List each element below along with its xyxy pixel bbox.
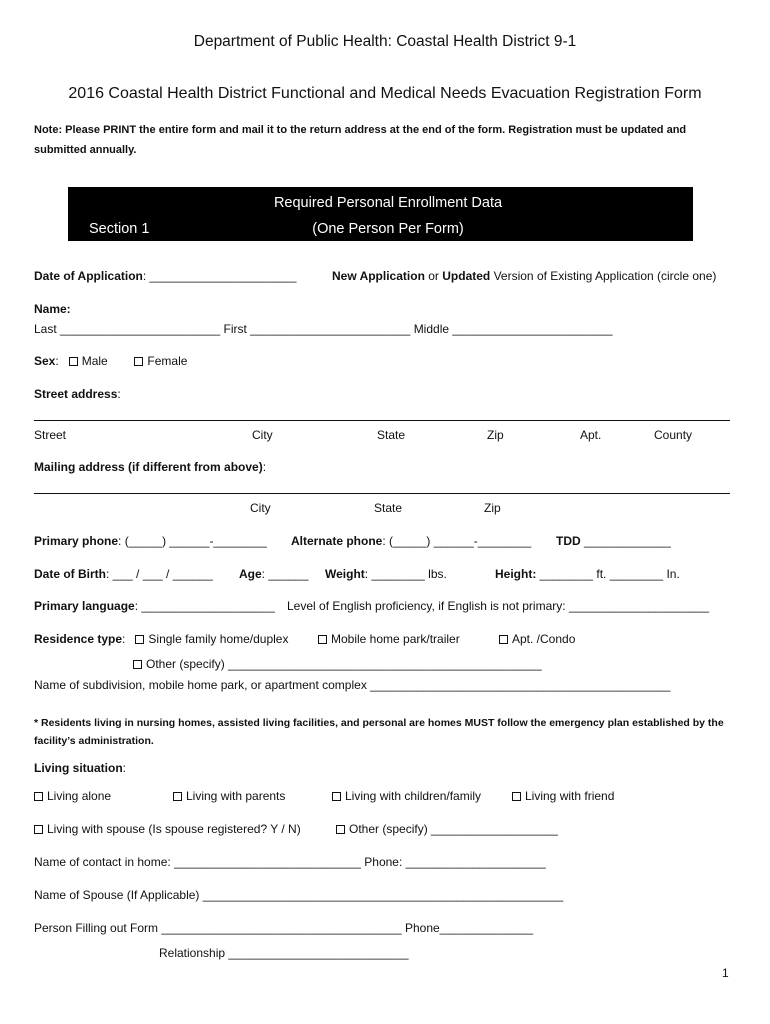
residence-other-option <box>133 657 542 671</box>
female-checkbox[interactable] <box>134 357 143 366</box>
living-other-label[interactable]: Other (specify) ___________________ <box>349 822 558 836</box>
date-of-application-label: Date of Application <box>34 269 143 283</box>
tdd-row <box>556 534 671 548</box>
age-label: Age <box>239 567 262 581</box>
living-situation-label: Living situation <box>34 761 123 775</box>
primary-phone-field[interactable]: : (_____) ______-________ <box>118 534 267 548</box>
living-other-checkbox[interactable] <box>336 825 345 834</box>
mailing-state-caption: State <box>374 501 403 515</box>
contact-in-home-field[interactable]: Name of contact in home: ____________________________ Phone: _____________________ <box>34 855 546 869</box>
spouse-name-field[interactable]: Name of Spouse (If Applicable) ______________________________________________________ <box>34 888 564 902</box>
living-spouse-label: Living with spouse (Is spouse registered? Y / N) <box>47 822 301 836</box>
tdd-label: TDD <box>556 534 581 548</box>
living-other-option <box>336 822 558 836</box>
street-address-label: Street address <box>34 387 118 401</box>
living-friend-label: Living with friend <box>525 789 615 803</box>
living-parents-checkbox[interactable] <box>173 792 182 801</box>
dob-field[interactable]: : ___ / ___ / ______ <box>106 567 213 581</box>
subdivision-field[interactable]: Name of subdivision, mobile home park, or apartment complex _____________________________________________ <box>34 678 671 692</box>
residence-other-label[interactable]: Other (specify) _______________________________________________ <box>146 657 542 671</box>
mobile-home-checkbox[interactable] <box>318 635 327 644</box>
female-label: Female <box>147 354 188 368</box>
height-label: Height: <box>495 567 537 581</box>
apt-condo-checkbox[interactable] <box>499 635 508 644</box>
male-label: Male <box>81 354 108 368</box>
mailing-address-label: Mailing address (if different from above) <box>34 460 263 474</box>
living-alone-checkbox[interactable] <box>34 792 43 801</box>
mailing-city-caption: City <box>250 501 271 515</box>
primary-language-field[interactable]: : ____________________ <box>134 599 275 613</box>
apt-condo-label: Apt. /Condo <box>512 632 576 646</box>
updated-option[interactable]: Updated <box>442 269 491 283</box>
single-family-checkbox[interactable] <box>135 635 144 644</box>
weight-row <box>325 567 447 581</box>
living-spouse-option <box>34 822 301 836</box>
living-children-option <box>332 789 481 803</box>
form-note: Note: Please PRINT the entire form and mail it to the return address at the end of the form. Registration must be updated and submitted annually. <box>34 124 687 156</box>
alternate-phone-row <box>291 534 531 548</box>
living-situation-heading: Living situation: <box>34 761 127 775</box>
person-filling-field[interactable]: Person Filling out Form ____________________________________ Phone______________ <box>34 921 534 935</box>
mailing-zip-caption: Zip <box>484 501 501 515</box>
alternate-phone-label: Alternate phone <box>291 534 383 548</box>
sex-label: Sex <box>34 354 56 368</box>
primary-language-label: Primary language <box>34 599 135 613</box>
english-proficiency-field[interactable]: Level of English proficiency, if English is not primary: _____________________ <box>287 599 710 613</box>
age-row <box>239 567 308 581</box>
residents-note: * Residents living in nursing homes, assisted living facilities, and personal are homes MUST follow the emergency plan established by the facility’s administration. <box>34 717 724 747</box>
mobile-home-option <box>318 632 460 646</box>
name-label: Name: <box>34 302 71 316</box>
new-application-option[interactable]: New Application <box>332 269 425 283</box>
primary-phone-row <box>34 534 267 548</box>
primary-phone-label: Primary phone <box>34 534 119 548</box>
section-subtitle: (One Person Per Form) <box>312 221 464 237</box>
department-heading: Department of Public Health: Coastal Health District 9-1 <box>193 33 577 50</box>
apt-condo-option <box>499 632 575 646</box>
living-children-label: Living with children/family <box>345 789 482 803</box>
male-checkbox[interactable] <box>69 357 78 366</box>
living-friend-option <box>512 789 614 803</box>
street-address-line[interactable] <box>34 420 730 421</box>
street-caption: Street <box>34 428 67 442</box>
section-label: Section 1 <box>89 221 150 237</box>
section-header-box <box>68 187 693 241</box>
dob-label: Date of Birth <box>34 567 106 581</box>
weight-field[interactable]: : ________ lbs. <box>364 567 447 581</box>
tdd-field[interactable]: _____________ <box>580 534 671 548</box>
section-title: Required Personal Enrollment Data <box>273 195 503 211</box>
residence-type-label: Residence type <box>34 632 123 646</box>
weight-label: Weight <box>325 567 365 581</box>
age-field[interactable]: : ______ <box>261 567 309 581</box>
form-title: 2016 Coastal Health District Functional and Medical Needs Evacuation Registration Form <box>68 85 702 102</box>
application-type-row <box>332 269 716 283</box>
mailing-address-heading: Mailing address (if different from above): <box>34 460 267 474</box>
living-friend-checkbox[interactable] <box>512 792 521 801</box>
zip-caption: Zip <box>487 428 504 442</box>
state-caption: State <box>377 428 406 442</box>
city-caption: City <box>252 428 273 442</box>
alternate-phone-field[interactable]: : (_____) ______-________ <box>382 534 532 548</box>
relationship-field[interactable]: Relationship ___________________________ <box>159 946 409 960</box>
living-spouse-checkbox[interactable] <box>34 825 43 834</box>
sex-row: Sex: Male Female <box>34 354 188 368</box>
or-text: or <box>424 269 443 283</box>
mobile-home-label: Mobile home park/trailer <box>331 632 460 646</box>
height-field[interactable]: ________ ft. ________ In. <box>536 567 680 581</box>
living-alone-option <box>34 789 111 803</box>
updated-rest-text: Version of Existing Application (circle one) <box>490 269 717 283</box>
height-row <box>495 567 680 581</box>
residence-type-row: Residence type: Single family home/duplex <box>34 632 289 646</box>
mailing-address-line[interactable] <box>34 493 730 494</box>
single-family-label: Single family home/duplex <box>148 632 289 646</box>
living-children-checkbox[interactable] <box>332 792 341 801</box>
dob-row <box>34 567 213 581</box>
residence-other-checkbox[interactable] <box>133 660 142 669</box>
living-parents-label: Living with parents <box>186 789 286 803</box>
date-of-application-row <box>34 269 296 283</box>
primary-language-row <box>34 599 275 613</box>
county-caption: County <box>654 428 693 442</box>
name-fields[interactable]: Last ________________________ First ________________________ Middle ________________________ <box>34 322 613 336</box>
page-number: 1 <box>722 966 729 980</box>
apt-caption: Apt. <box>580 428 602 442</box>
date-of-application-field[interactable]: : ______________________ <box>142 269 297 283</box>
living-alone-label: Living alone <box>47 789 112 803</box>
street-address-heading: Street address: <box>34 387 121 401</box>
living-parents-option <box>173 789 285 803</box>
